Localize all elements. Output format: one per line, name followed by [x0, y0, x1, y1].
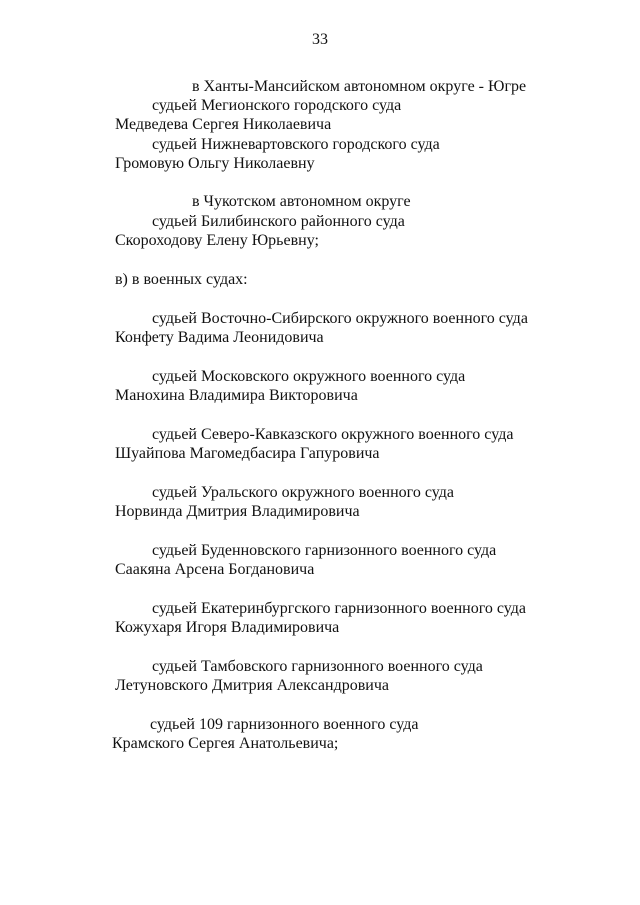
section-heading: в) в военных судах:	[115, 271, 248, 288]
judge-name: Летуновского Дмитрия Александровича	[115, 677, 389, 694]
judge-role: судьей Нижневартовского городского суда	[152, 136, 440, 153]
judge-role: судьей 109 гарнизонного военного суда	[150, 716, 419, 733]
judge-name: Кожухаря Игоря Владимировича	[115, 619, 340, 636]
judge-role: судьей Буденновского гарнизонного военного суда	[152, 542, 497, 559]
judge-name: Саакяна Арсена Богдановича	[115, 561, 315, 578]
judge-name: Крамского Сергея Анатольевича;	[112, 735, 339, 752]
region-header: в Чукотском автономном округе	[192, 193, 411, 210]
judge-role: судьей Уральского окружного военного суда	[152, 484, 454, 501]
judge-name: Шуайпова Магомедбасира Гапуровича	[115, 445, 380, 462]
judge-name: Норвинда Дмитрия Владимировича	[115, 503, 360, 520]
judge-role: судьей Тамбовского гарнизонного военного суда	[152, 658, 483, 675]
judge-role: судьей Билибинского районного суда	[152, 213, 405, 230]
judge-name: Конфету Вадима Леонидовича	[115, 329, 324, 346]
judge-role: судьей Восточно-Сибирского окружного военного суда	[152, 310, 528, 327]
judge-role: судьей Северо-Кавказского окружного военного суда	[152, 426, 514, 443]
region-header: в Ханты-Мансийском автономном округе - Югре	[192, 78, 527, 95]
judge-name: Манохина Владимира Викторовича	[115, 387, 358, 404]
judge-role: судьей Мегионского городского суда	[152, 97, 402, 114]
judge-name: Скороходову Елену Юрьевну;	[115, 232, 319, 249]
judge-role: судьей Екатеринбургского гарнизонного военного суда	[152, 600, 526, 617]
judge-name: Медведева Сергея Николаевича	[115, 116, 332, 133]
page-number: 33	[312, 31, 328, 48]
judge-role: судьей Московского окружного военного суда	[152, 368, 466, 385]
judge-name: Громовую Ольгу Николаевну	[115, 155, 315, 172]
